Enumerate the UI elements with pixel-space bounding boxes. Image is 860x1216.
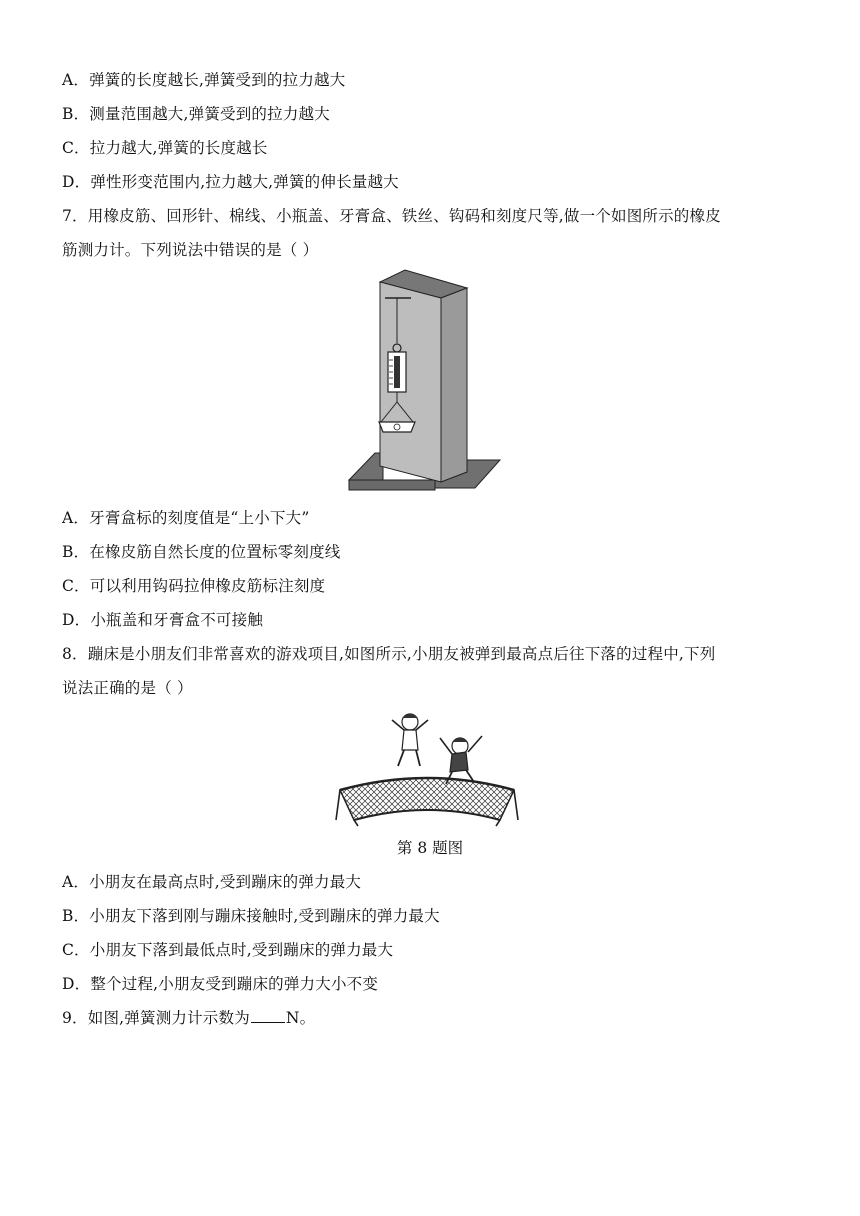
q7-stem-line1: 7．用橡皮筋、回形针、棉线、小瓶盖、牙膏盒、铁丝、钩码和刻度尺等,做一个如图所示的橡皮 (62, 207, 721, 225)
q7-option-a: A．牙膏盒标的刻度值是“上小下大” (62, 509, 310, 527)
q8-option-b: B．小朋友下落到刚与蹦床接触时,受到蹦床的弹力最大 (62, 907, 440, 925)
q6-option-b: B．测量范围越大,弹簧受到的拉力越大 (62, 105, 330, 123)
q7-option-d: D．小瓶盖和牙膏盒不可接触 (62, 611, 264, 629)
q6-option-c: C．拉力越大,弹簧的长度越长 (62, 139, 268, 157)
q6-option-a: A．弹簧的长度越长,弹簧受到的拉力越大 (62, 71, 346, 89)
q8-option-c: C．小朋友下落到最低点时,受到蹦床的弹力最大 (62, 941, 394, 959)
trampoline-figure (332, 708, 522, 828)
q8-option-d: D．整个过程,小朋友受到蹦床的弹力大小不变 (62, 975, 379, 993)
q6-option-d: D．弹性形变范围内,拉力越大,弹簧的伸长量越大 (62, 173, 399, 191)
q7-option-c: C．可以利用钩码拉伸橡皮筋标注刻度 (62, 577, 326, 595)
q7-option-b: B．在橡皮筋自然长度的位置标零刻度线 (62, 543, 341, 561)
q9-stem (62, 1008, 315, 1028)
q7-stem-line2: 筋测力计。下列说法中错误的是（ ） (62, 241, 319, 259)
q9-answer-blank (251, 1008, 285, 1023)
q8-stem-line1: 8．蹦床是小朋友们非常喜欢的游戏项目,如图所示,小朋友被弹到最高点后往下落的过程中,下列 (62, 645, 716, 663)
q8-stem-line2: 说法正确的是（ ） (62, 679, 193, 697)
q9-text-before: 9．如图,弹簧测力计示数为 (62, 1009, 250, 1027)
rubber-band-dynamometer-figure (345, 268, 505, 496)
q8-option-a: A．小朋友在最高点时,受到蹦床的弹力最大 (62, 873, 362, 891)
q9-text-after: N。 (285, 1009, 316, 1027)
q8-figure-caption: 第 8 题图 (396, 839, 464, 857)
